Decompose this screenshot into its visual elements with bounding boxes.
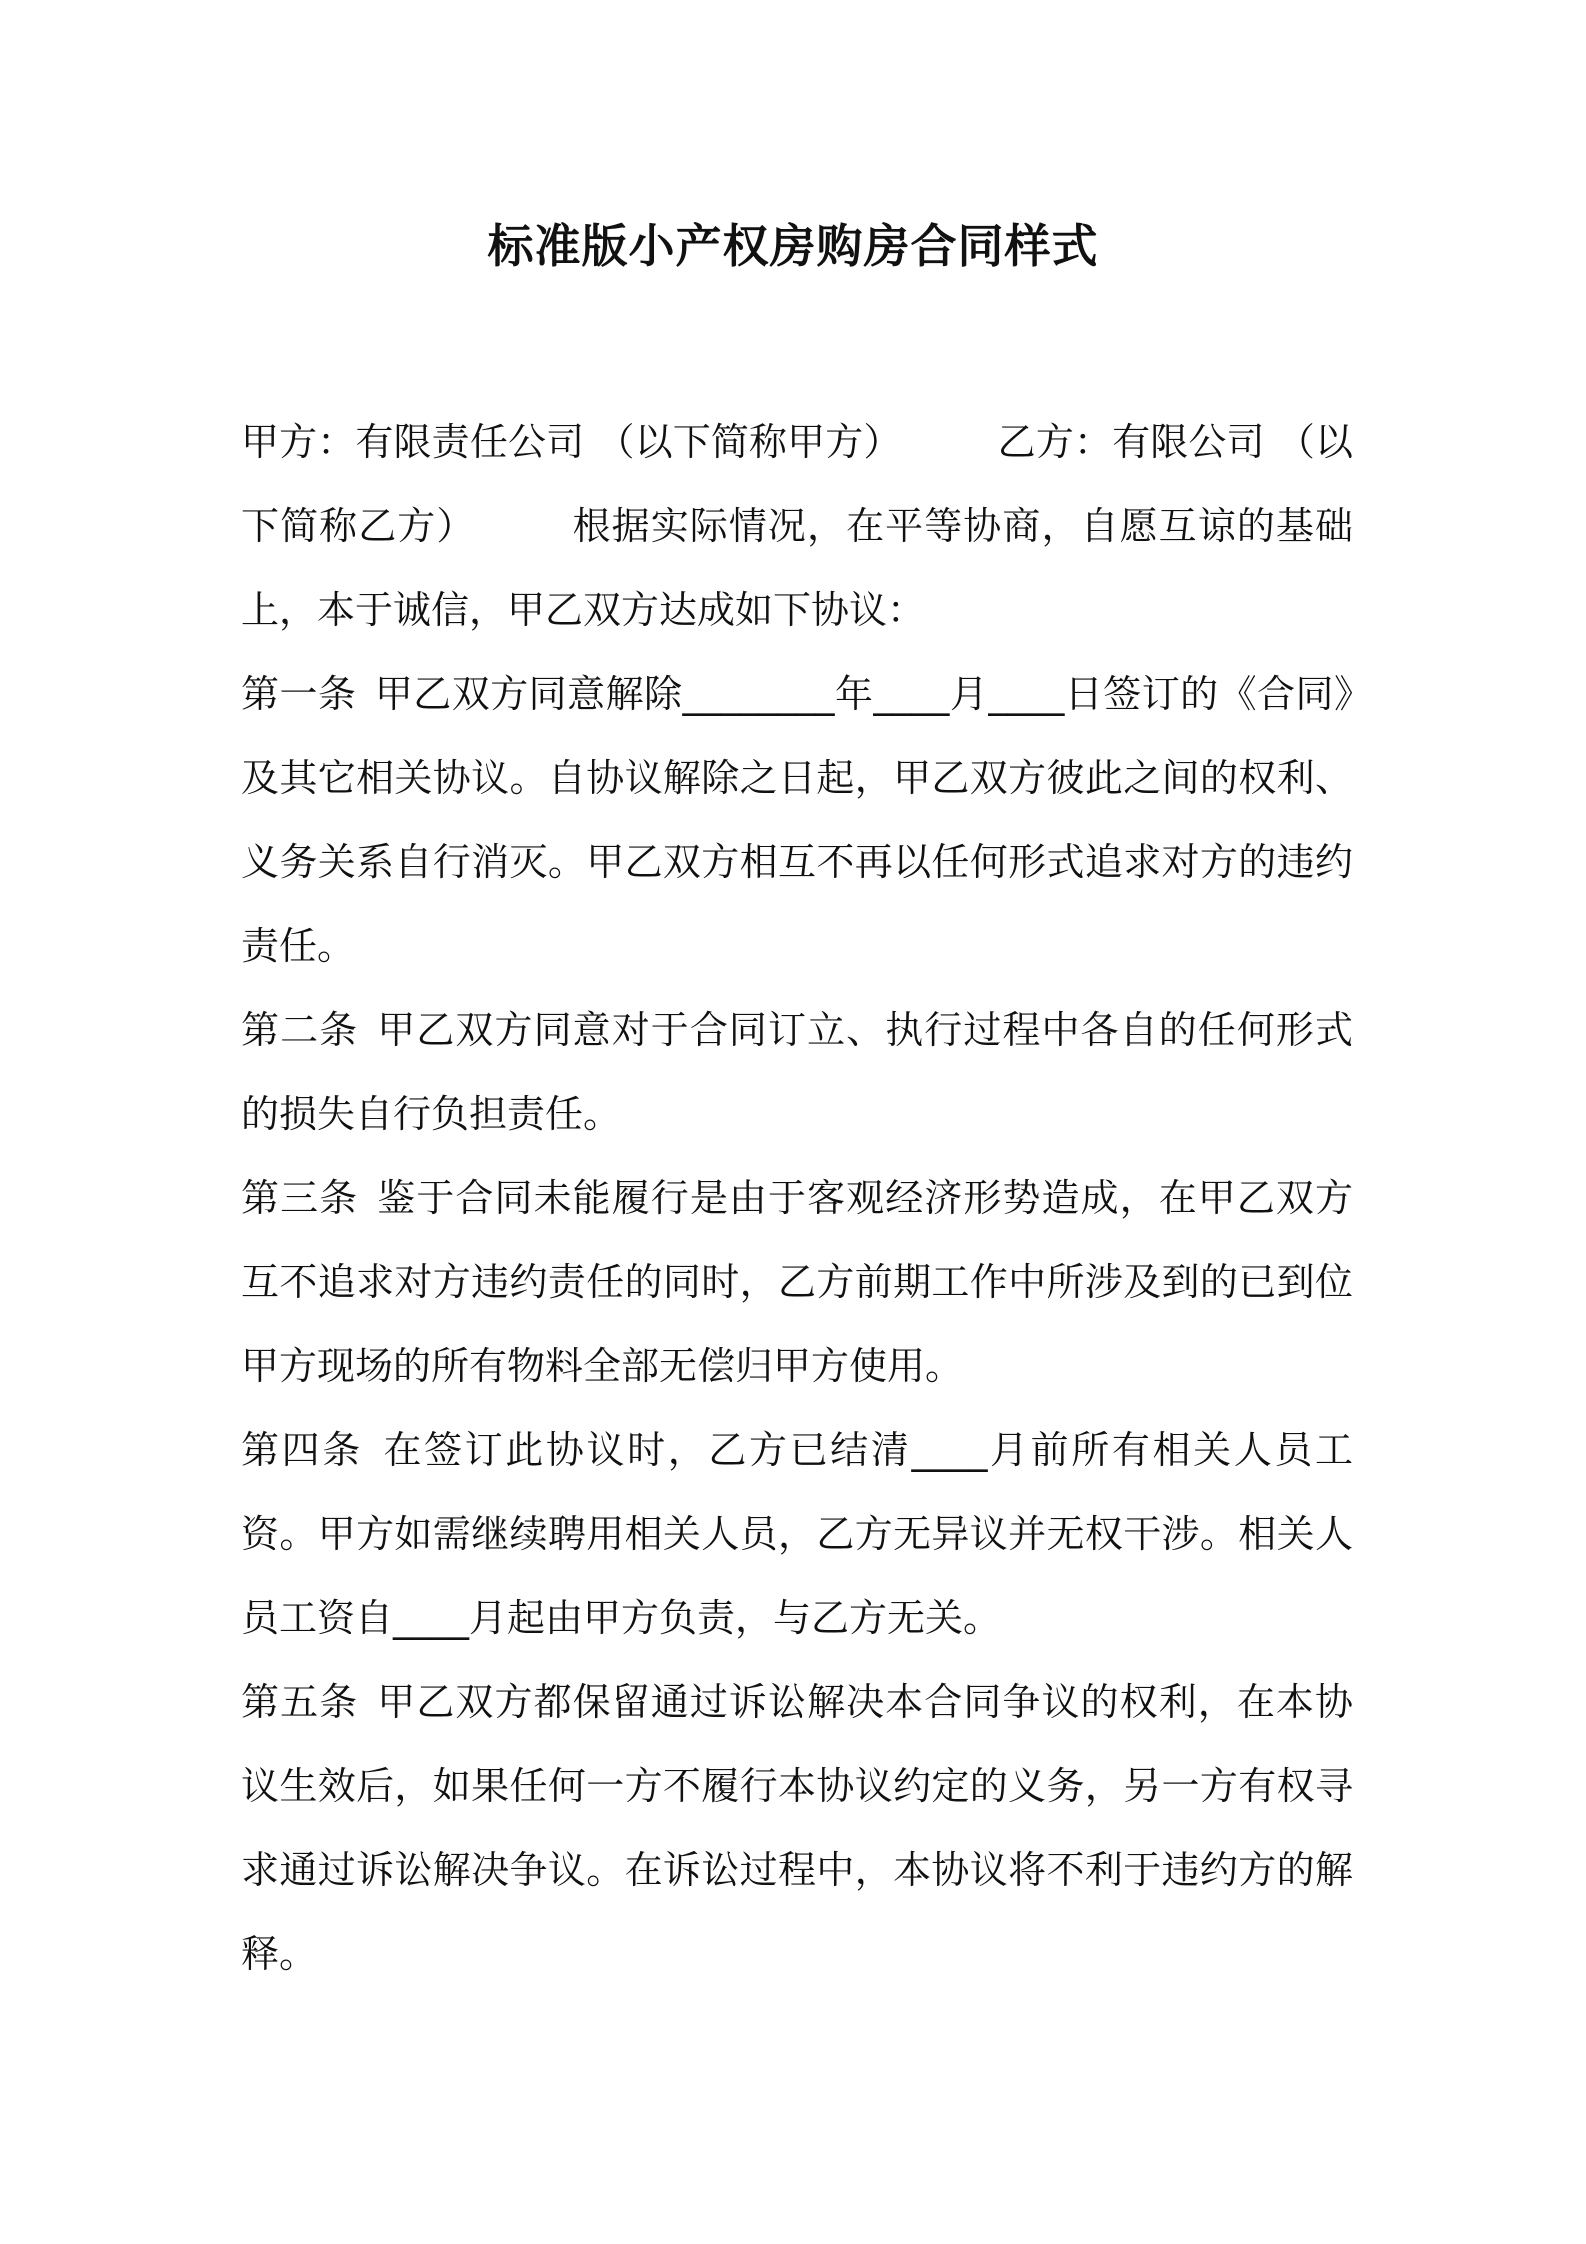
article-3: [241, 1156, 1353, 1408]
article-number: 第五条: [241, 1680, 359, 1724]
article-number: 第三条: [241, 1176, 359, 1220]
article-text: 甲乙双方同意对于合同订立、执行过程中各自的任何形式的损失自行负担责任。: [241, 1008, 1353, 1136]
article-text: 在签订此协议时，乙方已结清____月前所有相关人员工资。甲方如需继续聘用相关人员，乙方无异议并无权干涉。相关人员工资自____月起由甲方负责，与乙方无关。: [241, 1428, 1353, 1640]
intro-paragraph: [241, 400, 1353, 652]
article-text: 甲乙双方同意解除________年____月____日签订的《合同》及其它相关协议。自协议解除之日起，甲乙双方彼此之间的权利、义务关系自行消灭。甲乙双方相互不再以任何形式追求对方的违约责任。: [241, 672, 1353, 968]
party-a-statement: 甲方：有限责任公司 （以下简称甲方）: [241, 420, 902, 464]
article-1: [241, 652, 1353, 988]
party-b-statement: 乙方：有限公司 （以下简称乙方）: [241, 420, 1353, 548]
article-4: [241, 1408, 1353, 1660]
preamble-text: 根据实际情况，在平等协商，自愿互谅的基础上，本于诚信，甲乙双方达成如下协议：: [241, 504, 1353, 632]
document-body: [241, 400, 1353, 1996]
article-2: [241, 988, 1353, 1156]
document-title: 标准版小产权房购房合同样式: [487, 219, 1099, 273]
article-text: 鉴于合同未能履行是由于客观经济形势造成，在甲乙双方互不追求对方违约责任的同时，乙方前期工作中所涉及到的已到位甲方现场的所有物料全部无偿归甲方使用。: [241, 1176, 1353, 1388]
article-number: 第一条: [241, 672, 357, 716]
article-text: 甲乙双方都保留通过诉讼解决本合同争议的权利，在本协议生效后，如果任何一方不履行本协议约定的义务，另一方有权寻求通过诉讼解决争议。在诉讼过程中，本协议将不利于违约方的解释。: [241, 1680, 1353, 1976]
article-5: [241, 1660, 1353, 1996]
article-number: 第四条: [241, 1428, 363, 1472]
article-number: 第二条: [241, 1008, 359, 1052]
